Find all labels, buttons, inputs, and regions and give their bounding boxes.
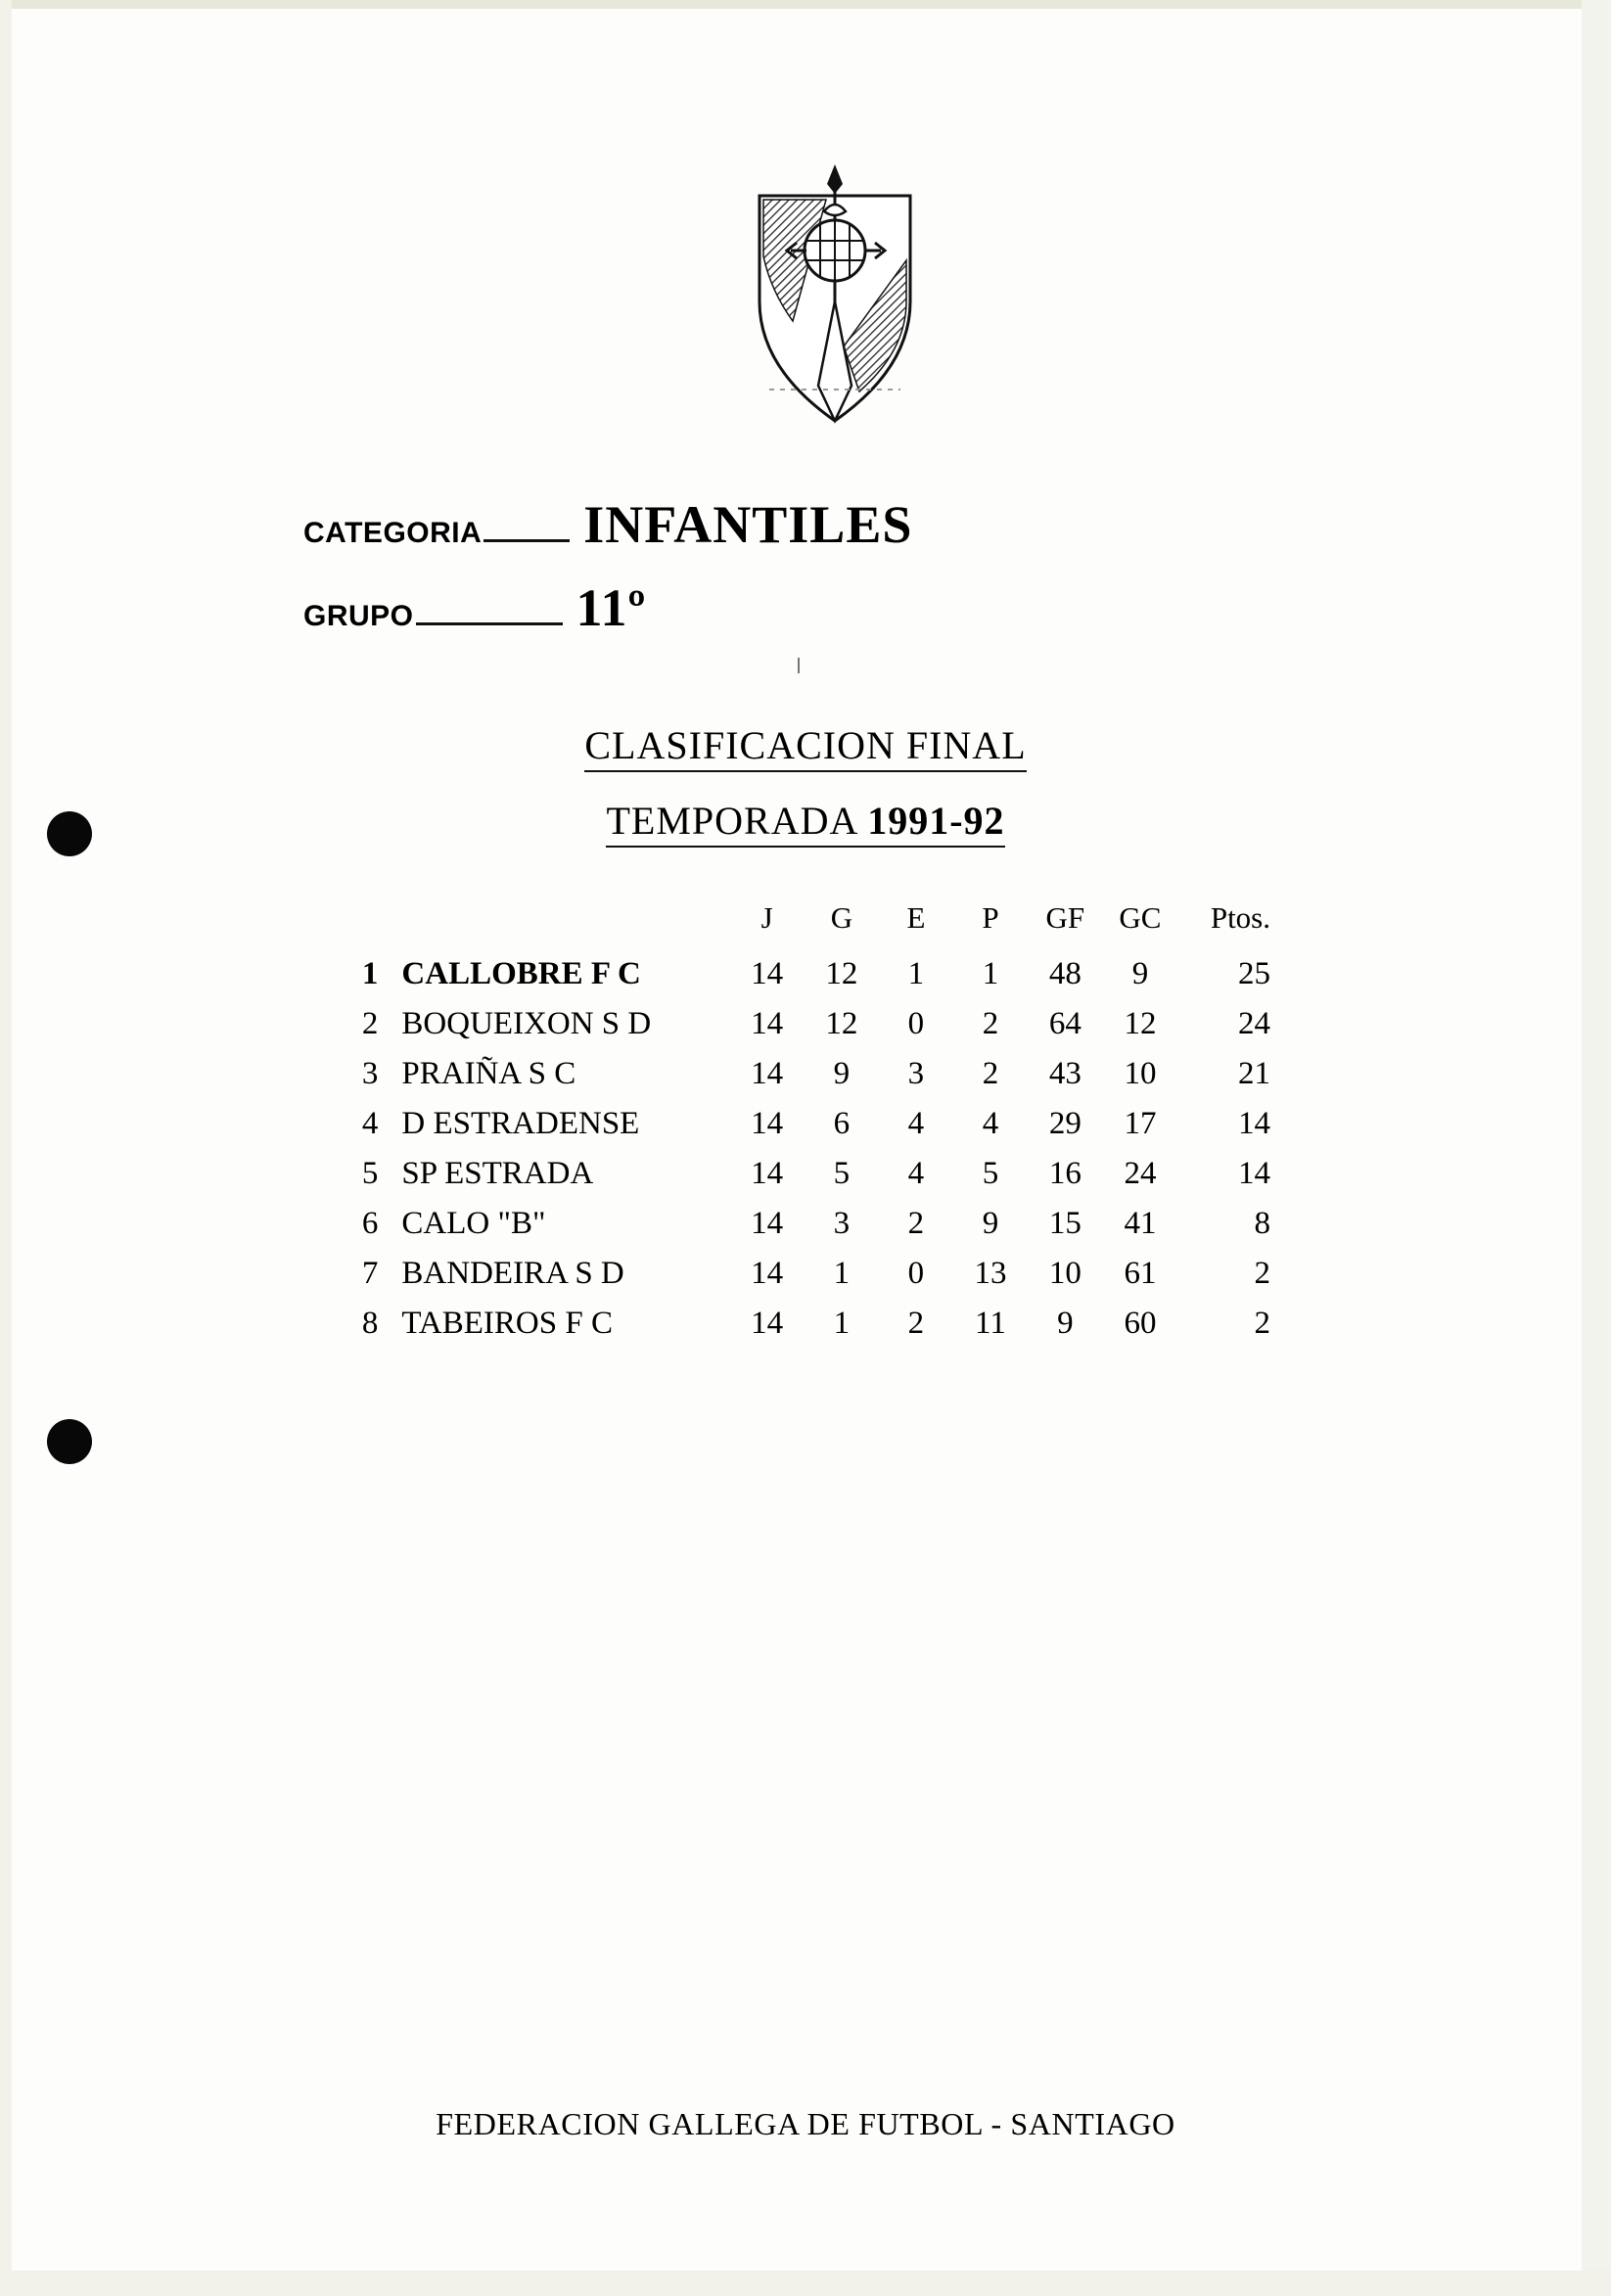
header-p: P	[982, 900, 999, 935]
row-p: 2	[982, 1006, 999, 1041]
row-j: 14	[751, 1306, 784, 1341]
standings-table-head	[323, 900, 1282, 949]
row-gc: 60	[1124, 1306, 1157, 1341]
header-team	[401, 900, 729, 949]
row-e: 2	[907, 1306, 925, 1341]
header-gc: GC	[1119, 900, 1162, 935]
row-j: 14	[751, 1056, 784, 1091]
standings-table-wrapper	[323, 900, 1282, 1349]
row-gc: 12	[1124, 1006, 1157, 1041]
row-g: 1	[833, 1306, 851, 1341]
categoria-row	[303, 494, 912, 555]
title-temporada	[0, 798, 1611, 848]
row-gc: 24	[1124, 1156, 1157, 1191]
row-gc: 10	[1124, 1056, 1157, 1091]
row-position: 7	[361, 1256, 379, 1291]
row-e: 0	[907, 1256, 925, 1291]
standings-table-body	[323, 949, 1282, 1349]
row-j: 14	[751, 1156, 784, 1191]
title-clasificacion-text: CLASIFICACION FINAL	[584, 722, 1026, 772]
row-team: BANDEIRA S D	[401, 1256, 624, 1291]
grupo-label: GRUPO	[303, 600, 414, 632]
page-footer: FEDERACION GALLEGA DE FUTBOL - SANTIAGO	[436, 2106, 1175, 2141]
title-clasificacion	[0, 722, 1611, 772]
row-gf: 15	[1048, 1206, 1082, 1241]
row-p: 1	[982, 956, 999, 991]
row-ptos: 25	[1238, 956, 1270, 991]
pen-tick-mark	[798, 658, 800, 673]
page-edge-top	[0, 0, 1611, 9]
row-p: 4	[982, 1106, 999, 1141]
temporada-value: 1991-92	[867, 799, 1005, 843]
row-ptos: 2	[1254, 1306, 1270, 1341]
categoria-rule	[483, 538, 570, 542]
row-ptos: 8	[1254, 1206, 1270, 1241]
header-pos	[323, 900, 401, 949]
table-row	[323, 999, 1282, 1049]
row-gc: 41	[1124, 1206, 1157, 1241]
table-row	[323, 1049, 1282, 1099]
row-p: 9	[982, 1206, 999, 1241]
table-row	[323, 1299, 1282, 1349]
categoria-label: CATEGORIA	[303, 517, 483, 549]
row-team: D ESTRADENSE	[401, 1106, 640, 1141]
temporada-label: TEMPORADA	[606, 799, 868, 843]
row-gf: 10	[1048, 1256, 1082, 1291]
page-edge-left	[0, 0, 12, 2296]
row-position: 2	[361, 1006, 379, 1041]
row-team: TABEIROS F C	[401, 1306, 613, 1341]
row-p: 5	[982, 1156, 999, 1191]
row-gf: 64	[1048, 1006, 1082, 1041]
row-ptos: 24	[1238, 1006, 1270, 1041]
row-gf: 43	[1048, 1056, 1082, 1091]
row-position: 3	[361, 1056, 379, 1091]
row-team: CALLOBRE F C	[401, 956, 641, 991]
row-g: 12	[825, 956, 858, 991]
row-gc: 17	[1124, 1106, 1157, 1141]
header-e: E	[906, 900, 926, 935]
row-team: CALO "B"	[401, 1206, 546, 1241]
header-j: J	[760, 900, 773, 935]
row-e: 1	[907, 956, 925, 991]
row-gf: 9	[1057, 1306, 1074, 1341]
header-ptos: Ptos.	[1210, 900, 1270, 935]
categoria-value: INFANTILES	[583, 495, 913, 554]
row-ptos: 21	[1238, 1056, 1270, 1091]
grupo-rule	[416, 621, 563, 625]
row-position: 4	[361, 1106, 379, 1141]
row-g: 6	[833, 1106, 851, 1141]
row-p: 13	[974, 1256, 1007, 1291]
row-e: 4	[907, 1106, 925, 1141]
row-ptos: 14	[1238, 1106, 1270, 1141]
page-edge-right	[1582, 0, 1611, 2296]
row-gc: 9	[1131, 956, 1149, 991]
row-p: 2	[982, 1056, 999, 1091]
row-gf: 29	[1048, 1106, 1082, 1141]
table-row	[323, 1249, 1282, 1299]
row-gf: 16	[1048, 1156, 1082, 1191]
row-g: 12	[825, 1006, 858, 1041]
row-e: 3	[907, 1056, 925, 1091]
row-e: 2	[907, 1206, 925, 1241]
row-g: 1	[833, 1256, 851, 1291]
header-gf: GF	[1045, 900, 1085, 935]
row-team: SP ESTRADA	[401, 1156, 594, 1191]
table-row	[323, 949, 1282, 999]
row-ptos: 2	[1254, 1256, 1270, 1291]
federation-crest-icon	[742, 155, 928, 438]
row-e: 4	[907, 1156, 925, 1191]
row-g: 9	[833, 1056, 851, 1091]
row-g: 5	[833, 1156, 851, 1191]
row-j: 14	[751, 1256, 784, 1291]
row-j: 14	[751, 956, 784, 991]
table-row	[323, 1099, 1282, 1149]
row-position: 5	[361, 1156, 379, 1191]
row-team: BOQUEIXON S D	[401, 1006, 652, 1041]
row-e: 0	[907, 1006, 925, 1041]
row-team: PRAIÑA S C	[401, 1056, 576, 1091]
row-j: 14	[751, 1106, 784, 1141]
grupo-value: 11º	[575, 578, 647, 637]
grupo-row	[303, 577, 646, 638]
row-g: 3	[833, 1206, 851, 1241]
row-position: 8	[361, 1306, 379, 1341]
row-gf: 48	[1048, 956, 1082, 991]
row-gc: 61	[1124, 1256, 1157, 1291]
title-temporada-text	[606, 798, 1004, 848]
standings-table	[323, 900, 1282, 1349]
table-row	[323, 1199, 1282, 1249]
table-row	[323, 1149, 1282, 1199]
row-ptos: 14	[1238, 1156, 1270, 1191]
page-edge-bottom	[0, 2271, 1611, 2296]
punch-hole-bottom	[47, 1419, 92, 1464]
table-header-row	[323, 900, 1282, 949]
row-position: 6	[361, 1206, 379, 1241]
row-position: 1	[361, 956, 379, 991]
row-p: 11	[975, 1306, 1006, 1341]
row-j: 14	[751, 1206, 784, 1241]
row-j: 14	[751, 1006, 784, 1041]
header-g: G	[830, 900, 853, 935]
